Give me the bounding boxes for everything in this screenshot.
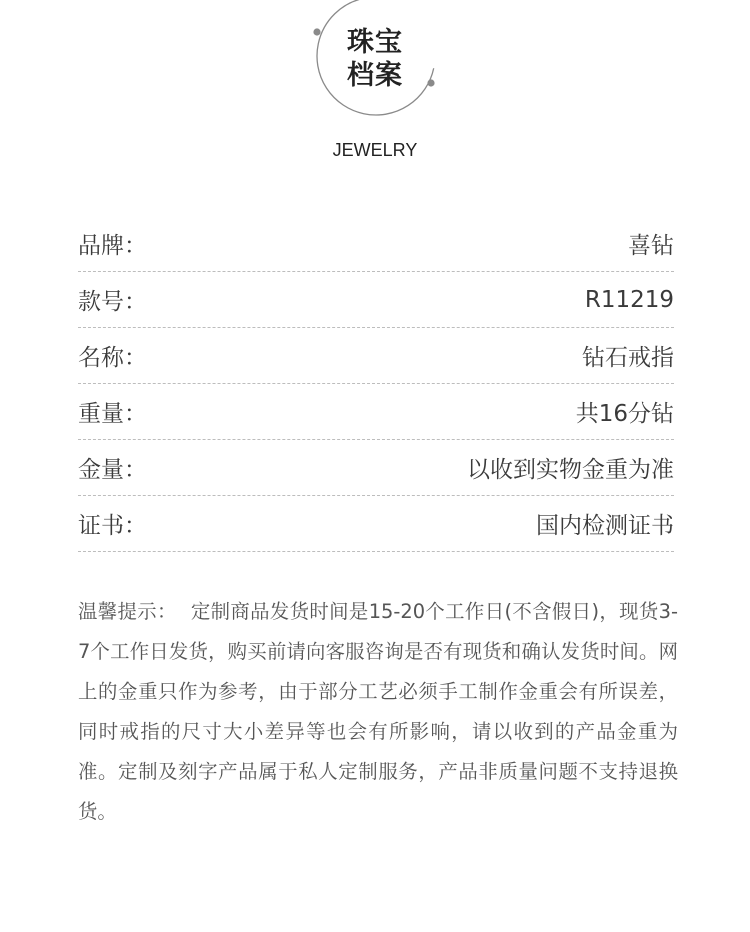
spec-value: 钻石戒指 [582,345,674,371]
spec-list [78,216,674,552]
spec-row-gold [78,440,674,496]
spec-row-certificate [78,496,674,552]
spec-value: 共16分钻 [575,401,674,427]
spec-value: 以收到实物金重为准 [467,457,674,483]
spec-value: R11219 [584,286,674,313]
spec-value: 喜钻 [628,233,674,259]
spec-label: 重量： [78,401,147,427]
spec-row-name [78,328,674,384]
spec-row-model [78,272,674,328]
spec-label: 证书： [78,513,147,539]
spec-row-weight [78,384,674,440]
notice-text: 定制商品发货时间是15-20个工作日(不含假日)，现货3-7个工作日发货，购买前请向客服咨询是否有现货和确认发货时间。网上的金重只作为参考，由于部分工艺必须手工制作金重会有所误差，同时戒指的尺寸大小差异等也会有所影响，请以收到的产品金重为准。定制及刻字产品属于私人定制服务，产品非质量问题不支持退换货。 [78,600,679,823]
emblem-title-line1: 珠宝 [347,27,403,58]
emblem-subtitle: JEWELRY [332,140,418,160]
spec-label: 品牌： [78,233,147,259]
emblem-title-line2: 档案 [347,60,403,91]
spec-label: 名称： [78,345,147,371]
spec-label: 款号： [78,289,147,315]
jewelry-emblem [0,0,750,180]
notice-paragraph [78,592,678,832]
notice-label: 温馨提示： [78,600,177,623]
spec-label: 金量： [78,457,147,483]
spec-row-brand [78,216,674,272]
spec-value: 国内检测证书 [536,513,674,539]
